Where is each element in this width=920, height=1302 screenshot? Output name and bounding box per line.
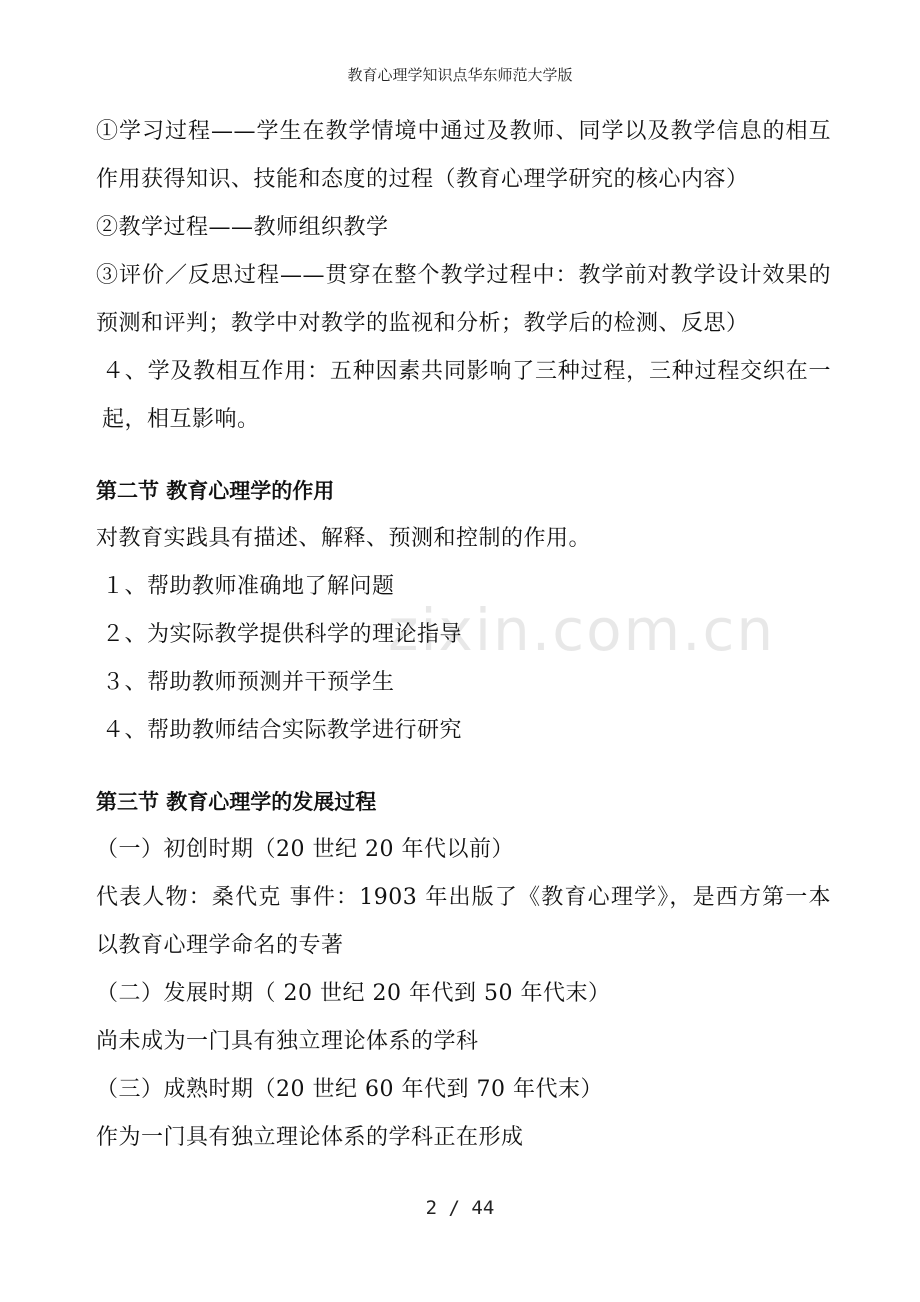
section-heading: 第三节 教育心理学的发展过程 <box>96 790 377 814</box>
body-paragraph: （二）发展时期（ 20 世纪 20 年代到 50 年代末） <box>96 981 611 1006</box>
body-paragraph: 对教育实践具有描述、解释、预测和控制的作用。 <box>96 526 592 551</box>
body-paragraph: １、帮助教师准确地了解问题 <box>102 574 395 599</box>
section-gap <box>96 755 831 778</box>
body-paragraph: （三）成熟时期（20 世纪 60 年代到 70 年代末） <box>96 1077 603 1102</box>
document-body <box>96 108 831 1162</box>
watermark: zixin.com.cn <box>388 596 776 664</box>
body-paragraph: ２、为实际教学提供科学的理论指导 <box>102 622 463 647</box>
document-header: 教育心理学知识点华东师范大学版 <box>347 66 573 84</box>
body-paragraph: ３、帮助教师预测并干预学生 <box>102 670 395 695</box>
body-paragraph: ③评价／反思过程——贯穿在整个教学过程中：教学前对教学设计效果的预测和评判；教学中对教学的监视和分析；教学后的检测、反思） <box>96 263 831 336</box>
body-paragraph: ４、学及教相互作用：五种因素共同影响了三种过程，三种过程交织在一起，相互影响。 <box>102 359 831 432</box>
body-paragraph: 尚未成为一门具有独立理论体系的学科 <box>96 1029 479 1054</box>
body-paragraph: ②教学过程——教师组织教学 <box>96 215 389 240</box>
body-paragraph: ①学习过程——学生在教学情境中通过及教师、同学以及教学信息的相互作用获得知识、技能和态度的过程（教育心理学研究的核心内容） <box>96 119 831 192</box>
body-paragraph: 代表人物：桑代克 事件：1903 年出版了《教育心理学》，是西方第一本以教育心理学命名的专著 <box>96 885 831 958</box>
section-gap <box>96 444 831 467</box>
section-heading: 第二节 教育心理学的作用 <box>96 479 335 503</box>
body-paragraph: （一）初创时期（20 世纪 20 年代以前） <box>96 837 514 862</box>
body-paragraph: 作为一门具有独立理论体系的学科正在形成 <box>96 1125 524 1150</box>
body-paragraph: ４、帮助教师结合实际教学进行研究 <box>102 718 463 743</box>
page-number: 2 / 44 <box>425 1197 495 1219</box>
